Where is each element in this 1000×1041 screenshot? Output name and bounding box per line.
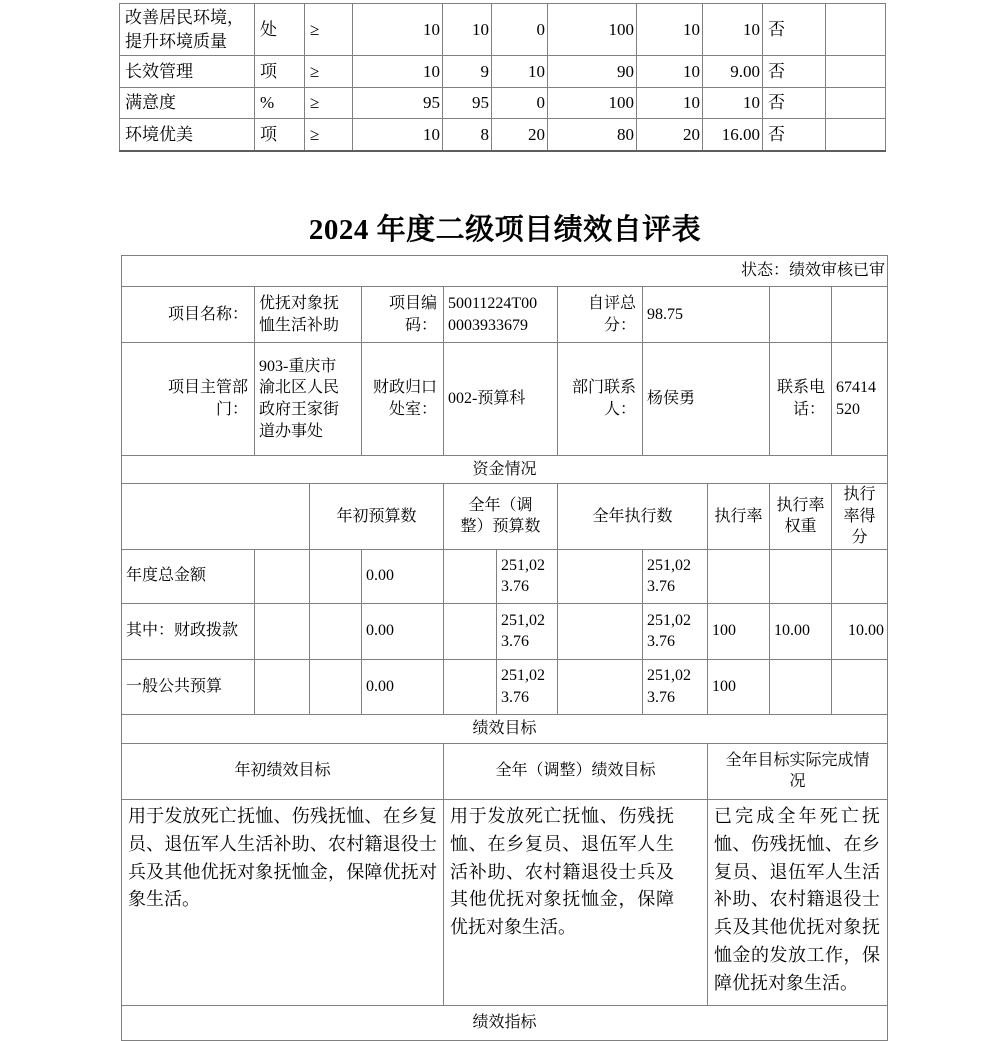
dept-label-text: 项目主管部门： [167, 379, 248, 418]
executed-value [643, 549, 708, 603]
header-adjusted-budget-text: 全年（调整）预算数 [460, 496, 541, 536]
indicators-section-title: 绩效指标 [122, 1005, 888, 1040]
initial-goal-text: 用于发放死亡抚恤、伤残抚恤、在乡复员、退伍军人生活补助、农村籍退役士兵及其他优抚对象抚恤金，保障优抚对象生活。 [122, 799, 444, 1005]
indicator-deviation: 0 [492, 4, 548, 56]
adjusted-budget-text: 251,023.76 [501, 556, 545, 596]
project-code-text: 50011224T000003933679 [448, 294, 538, 334]
actual-completion-text [708, 799, 888, 1005]
indicator-unit: 项 [255, 119, 305, 152]
indicator-target: 10 [353, 4, 443, 56]
header-rate-weight: 执行率权重 [770, 484, 832, 550]
indicator-name: 环境优美 [120, 119, 255, 152]
empty-cell [122, 484, 310, 550]
indicator-deviated-flag: 否 [763, 88, 826, 119]
header-adjusted-budget [444, 484, 558, 550]
header-actual-completion-text: 全年目标实际完成情况 [725, 751, 870, 791]
contact-value: 杨侯勇 [643, 343, 770, 456]
rate-value [708, 549, 770, 603]
goals-content-row [122, 799, 888, 1005]
empty-cell [558, 549, 643, 603]
adjusted-budget-text: 251,023.76 [501, 611, 545, 651]
funding-row-label: 一般公共预算 [122, 659, 255, 714]
empty-cell [255, 659, 310, 714]
empty-cell [310, 549, 362, 603]
indicator-row [120, 56, 886, 88]
goals-header-row [122, 743, 888, 799]
indicator-completion: 100 [548, 4, 637, 56]
indicator-target: 95 [353, 88, 443, 119]
phone-value: 67414520 [832, 343, 888, 456]
header-adjusted-goal: 全年（调整）绩效目标 [444, 743, 708, 799]
self-evaluation-table [121, 255, 888, 1041]
indicator-deviation: 0 [492, 88, 548, 119]
indicator-unit: % [255, 88, 305, 119]
indicator-score: 16.00 [703, 119, 763, 152]
indicator-weight: 20 [637, 119, 703, 152]
funding-section-row [122, 456, 888, 484]
contact-label: 部门联系人： [558, 343, 643, 456]
indicator-completion: 90 [548, 56, 637, 88]
indicator-actual: 95 [443, 88, 492, 119]
funding-header-row [122, 484, 888, 550]
indicator-actual: 9 [443, 56, 492, 88]
empty-cell [310, 659, 362, 714]
indicator-unit: 项 [255, 56, 305, 88]
header-initial-goal: 年初绩效目标 [122, 743, 444, 799]
adjusted-goal-span: 用于发放死亡抚恤、伤残抚恤、在乡复员、退伍军人生活补助、农村籍退役士兵及其他优抚对象抚恤金，保障优抚对象生活。 [450, 805, 674, 938]
goals-section-title: 绩效目标 [122, 714, 888, 743]
initial-budget-value: 0.00 [362, 603, 444, 659]
empty-cell [832, 287, 888, 343]
status-row [122, 256, 888, 287]
rate-score-value [832, 549, 888, 603]
adjusted-budget-value [497, 659, 558, 714]
finance-office-label: 财政归口处室： [362, 343, 444, 456]
empty-cell [310, 603, 362, 659]
header-initial-budget: 年初预算数 [310, 484, 444, 550]
adjusted-goal-text [444, 799, 708, 1005]
indicator-row [120, 119, 886, 152]
empty-cell [255, 603, 310, 659]
indicator-row [120, 88, 886, 119]
indicator-operator: ≥ [305, 119, 353, 152]
self-score-value: 98.75 [643, 287, 770, 343]
indicator-completion: 100 [548, 88, 637, 119]
rate-score-value [832, 659, 888, 714]
adjusted-budget-value [497, 603, 558, 659]
project-code-value [444, 287, 558, 343]
header-executed: 全年执行数 [558, 484, 708, 550]
rate-weight-value [770, 659, 832, 714]
indicator-name: 长效管理 [120, 56, 255, 88]
executed-text: 251,023.76 [647, 556, 691, 596]
header-rate-score: 执行率得分 [832, 484, 888, 550]
empty-cell [444, 603, 497, 659]
indicator-unit: 处 [255, 4, 305, 56]
funding-row-public-budget [122, 659, 888, 714]
actual-completion-span: 已完成全年死亡抚恤、伤残抚恤、在乡复员、退伍军人生活补助、农村籍退役士兵及其他优抚对象抚恤金的发放工作，保障优抚对象生活。 [714, 805, 880, 994]
indicator-deviated-flag: 否 [763, 119, 826, 152]
indicator-name: 满意度 [120, 88, 255, 119]
rate-weight-value: 10.00 [770, 603, 832, 659]
indicator-reason [826, 56, 886, 88]
header-actual-completion [708, 743, 888, 799]
rate-weight-value [770, 549, 832, 603]
rate-value: 100 [708, 603, 770, 659]
indicator-score: 10 [703, 4, 763, 56]
indicator-weight: 10 [637, 56, 703, 88]
project-name-row [122, 287, 888, 343]
project-code-label: 项目编码： [362, 287, 444, 343]
empty-cell [444, 659, 497, 714]
indicator-reason [826, 119, 886, 152]
funding-row-label: 其中：财政拨款 [122, 603, 255, 659]
status-text: 状态：绩效审核已审 [122, 256, 888, 287]
rate-score-value: 10.00 [832, 603, 888, 659]
project-name-text: 优抚对象抚恤生活补助 [259, 294, 340, 334]
funding-row-label: 年度总金额 [122, 549, 255, 603]
indicator-deviated-flag: 否 [763, 4, 826, 56]
project-name-value [255, 287, 362, 343]
indicator-score: 9.00 [703, 56, 763, 88]
empty-cell [558, 603, 643, 659]
executed-text: 251,023.76 [647, 611, 691, 651]
indicator-actual: 10 [443, 4, 492, 56]
indicator-deviation: 10 [492, 56, 548, 88]
indicator-operator: ≥ [305, 56, 353, 88]
indicator-target: 10 [353, 119, 443, 152]
indicator-score: 10 [703, 88, 763, 119]
executed-value [643, 659, 708, 714]
header-rate: 执行率 [708, 484, 770, 550]
initial-budget-value: 0.00 [362, 659, 444, 714]
project-name-label: 项目名称： [122, 287, 255, 343]
phone-label: 联系电话： [770, 343, 832, 456]
funding-row-fiscal [122, 603, 888, 659]
page-title: 2024 年度二级项目绩效自评表 [308, 214, 702, 246]
indicator-actual: 8 [443, 119, 492, 152]
indicator-name: 改善居民环境，提升环境质量 [120, 4, 255, 56]
rate-value: 100 [708, 659, 770, 714]
adjusted-budget-text: 251,023.76 [501, 667, 545, 706]
empty-cell [444, 549, 497, 603]
adjusted-budget-value [497, 549, 558, 603]
funding-row-total [122, 549, 888, 603]
self-score-label: 自评总分： [558, 287, 643, 343]
executed-value [643, 603, 708, 659]
funding-section-title: 资金情况 [122, 456, 888, 484]
executed-text: 251,023.76 [647, 667, 691, 706]
empty-cell [770, 287, 832, 343]
empty-cell [255, 549, 310, 603]
indicator-weight: 10 [637, 88, 703, 119]
indicator-target: 10 [353, 56, 443, 88]
indicator-row [120, 4, 886, 56]
dept-label [122, 343, 255, 456]
project-dept-row [122, 343, 888, 456]
indicator-reason [826, 4, 886, 56]
indicator-reason [826, 88, 886, 119]
empty-cell [558, 659, 643, 714]
indicator-completion: 80 [548, 119, 637, 152]
dept-value [255, 343, 362, 456]
goals-section-row [122, 714, 888, 743]
indicator-operator: ≥ [305, 4, 353, 56]
indicator-operator: ≥ [305, 88, 353, 119]
indicator-weight: 10 [637, 4, 703, 56]
indicator-summary-table [119, 3, 886, 152]
indicator-deviated-flag: 否 [763, 56, 826, 88]
indicator-deviation: 20 [492, 119, 548, 152]
dept-text: 903-重庆市渝北区人民政府王家街道办事处 [259, 357, 340, 440]
finance-office-value: 002-预算科 [444, 343, 558, 456]
initial-budget-value: 0.00 [362, 549, 444, 603]
